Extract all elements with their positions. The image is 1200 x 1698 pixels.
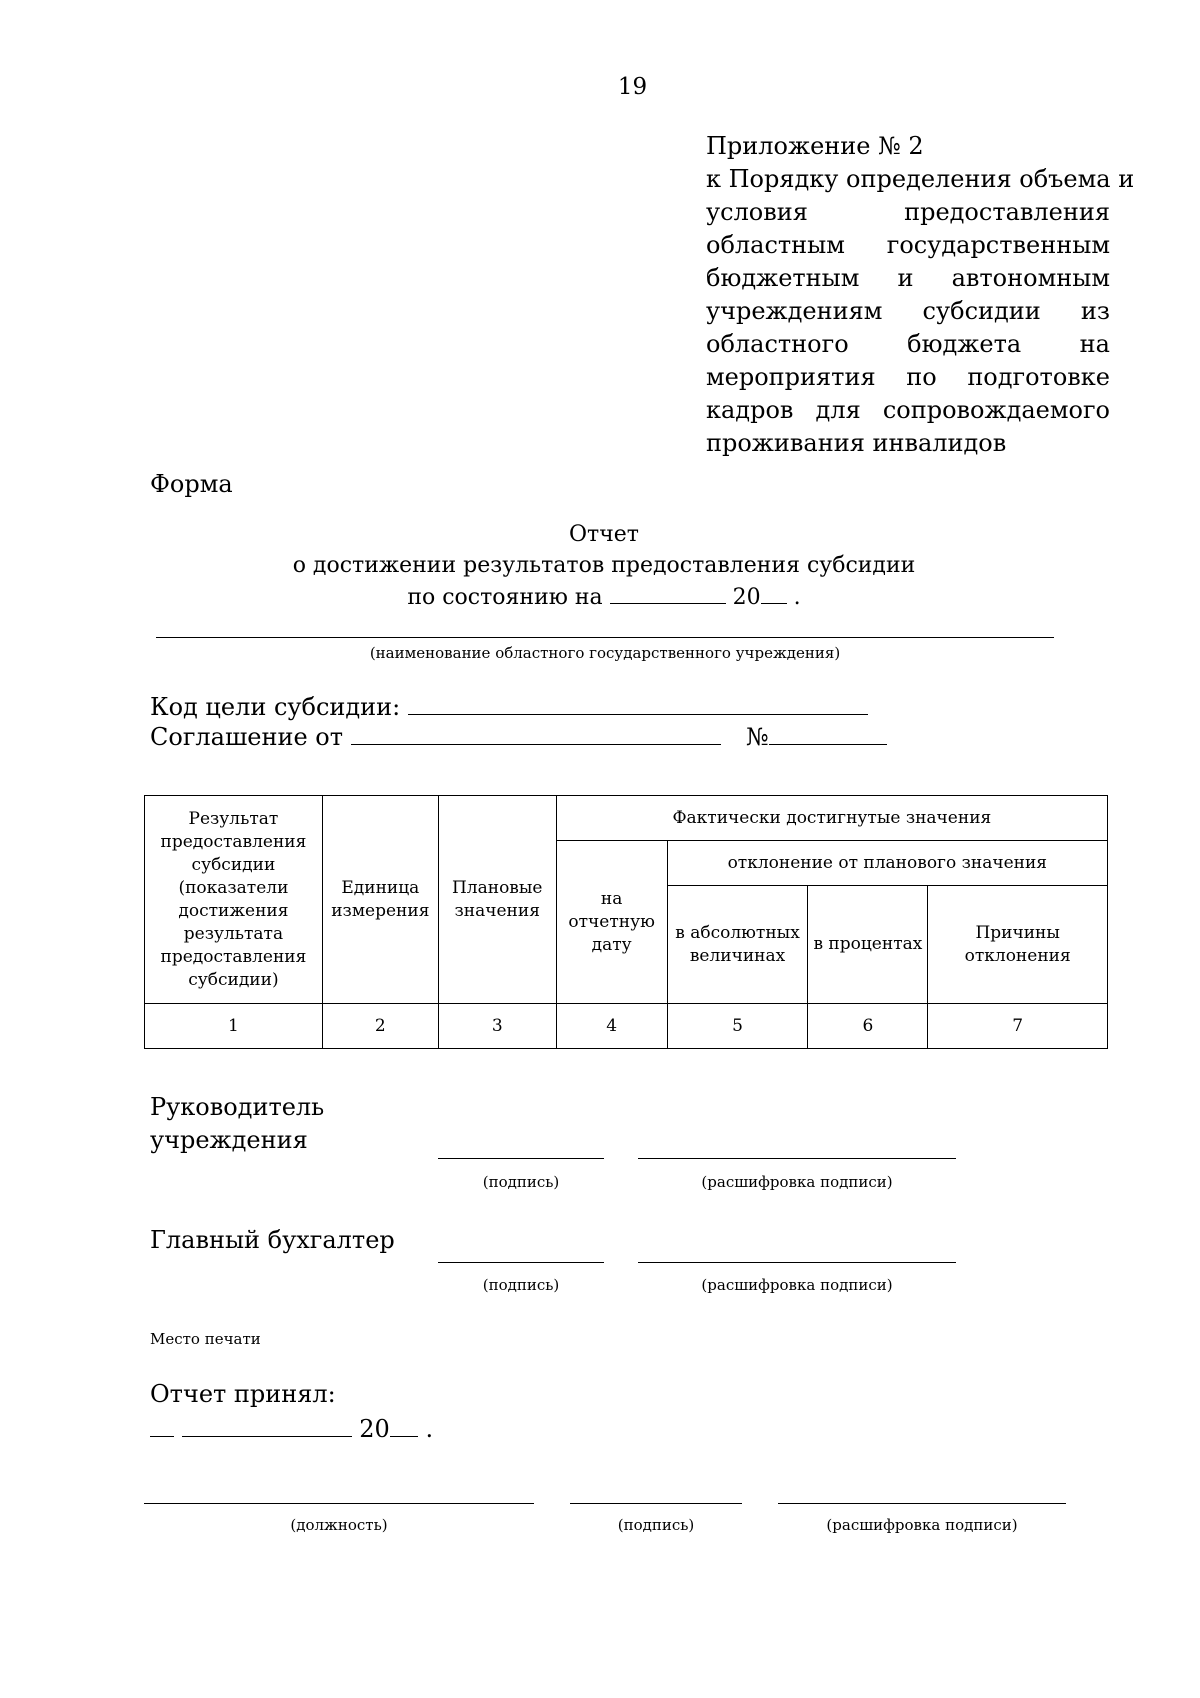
accepted-day-field[interactable] (150, 1414, 174, 1437)
head-signature-field[interactable] (438, 1158, 604, 1159)
stamp-place: Место печати (150, 1330, 261, 1348)
column-number: 1 (145, 1004, 323, 1049)
report-subtitle: о достижении результатов предоставления субсидии (292, 553, 916, 578)
accountant-signature-field[interactable] (438, 1262, 604, 1263)
accepted-decoding-field[interactable] (778, 1503, 1066, 1504)
institution-name-field[interactable] (156, 637, 1054, 638)
agreement-date-field[interactable] (351, 722, 721, 745)
appendix-line: бюджетным и автономным (706, 264, 1110, 292)
column-number: 6 (808, 1004, 928, 1049)
appendix-line: учреждениям субсидии из (706, 297, 1110, 325)
goal-code-row (150, 692, 868, 722)
header-absolute: в абсолютных величинах (667, 886, 808, 1004)
as-of-year-field[interactable] (761, 581, 787, 604)
form-label: Форма (150, 470, 233, 498)
head-label: Руководитель учреждения (150, 1093, 325, 1154)
signature-caption: (подпись) (482, 1276, 560, 1294)
goal-code-label: Код цели субсидии: (150, 693, 401, 721)
column-number: 5 (667, 1004, 808, 1049)
appendix-line: проживания инвалидов (706, 429, 1007, 457)
header-planned: Плановые значения (438, 796, 556, 1004)
head-decoding-field[interactable] (638, 1158, 956, 1159)
report-title: Отчет (569, 522, 639, 547)
appendix-line: областного бюджета на (706, 330, 1110, 358)
signature-caption: (подпись) (617, 1516, 695, 1534)
appendix-line: условия предоставления (706, 198, 1110, 226)
institution-caption: (наименование областного государственного учреждения) (369, 644, 841, 662)
chief-accountant-label: Главный бухгалтер (150, 1226, 395, 1254)
agreement-number-field[interactable] (769, 722, 887, 745)
header-percent: в процентах (808, 886, 928, 1004)
column-number: 4 (556, 1004, 667, 1049)
column-number: 3 (438, 1004, 556, 1049)
header-reasons: Причины отклонения (928, 886, 1108, 1004)
accepted-label: Отчет принял: (150, 1380, 336, 1408)
appendix-line: кадров для сопровождаемого (706, 396, 1110, 424)
report-as-of-line (0, 581, 1200, 613)
decoding-caption: (расшифровка подписи) (701, 1173, 893, 1191)
page-number: 19 (617, 74, 648, 100)
appendix-line: Приложение № 2 (706, 132, 924, 160)
accepted-month-field[interactable] (182, 1414, 352, 1437)
accepted-date-line (150, 1414, 433, 1443)
as-of-date-field[interactable] (610, 581, 726, 604)
report-table (144, 795, 1108, 1049)
column-number: 7 (928, 1004, 1108, 1049)
accepted-suffix: . (425, 1415, 434, 1443)
header-unit: Единица измерения (322, 796, 438, 1004)
as-of-suffix: . (793, 585, 801, 610)
accepted-year-field[interactable] (390, 1414, 418, 1437)
column-number: 2 (322, 1004, 438, 1049)
as-of-prefix: по состоянию на (407, 585, 603, 610)
accepted-signature-field[interactable] (570, 1503, 742, 1504)
accepted-year: 20 (359, 1415, 390, 1443)
appendix-heading (706, 130, 1135, 460)
position-caption: (должность) (290, 1516, 388, 1534)
goal-code-field[interactable] (408, 692, 868, 715)
decoding-caption: (расшифровка подписи) (826, 1516, 1018, 1534)
signature-caption: (подпись) (482, 1173, 560, 1191)
agreement-row (150, 722, 887, 752)
header-result: Результат предоставления субсидии (показатели достижения результата предоставления субсидии) (145, 796, 323, 1004)
decoding-caption: (расшифровка подписи) (701, 1276, 893, 1294)
accountant-decoding-field[interactable] (638, 1262, 956, 1263)
header-deviation: отклонение от планового значения (667, 841, 1107, 886)
agreement-label: Соглашение от (150, 723, 344, 751)
header-reporting-date: на отчетную дату (556, 841, 667, 1004)
appendix-line: областным государственным (706, 231, 1110, 259)
number-sign: № (745, 723, 769, 751)
appendix-line: мероприятия по подготовке (706, 363, 1110, 391)
header-actual-values: Фактически достигнутые значения (556, 796, 1107, 841)
appendix-line: к Порядку определения объема и (706, 165, 1135, 193)
position-field[interactable] (144, 1503, 534, 1504)
as-of-year: 20 (732, 585, 761, 610)
